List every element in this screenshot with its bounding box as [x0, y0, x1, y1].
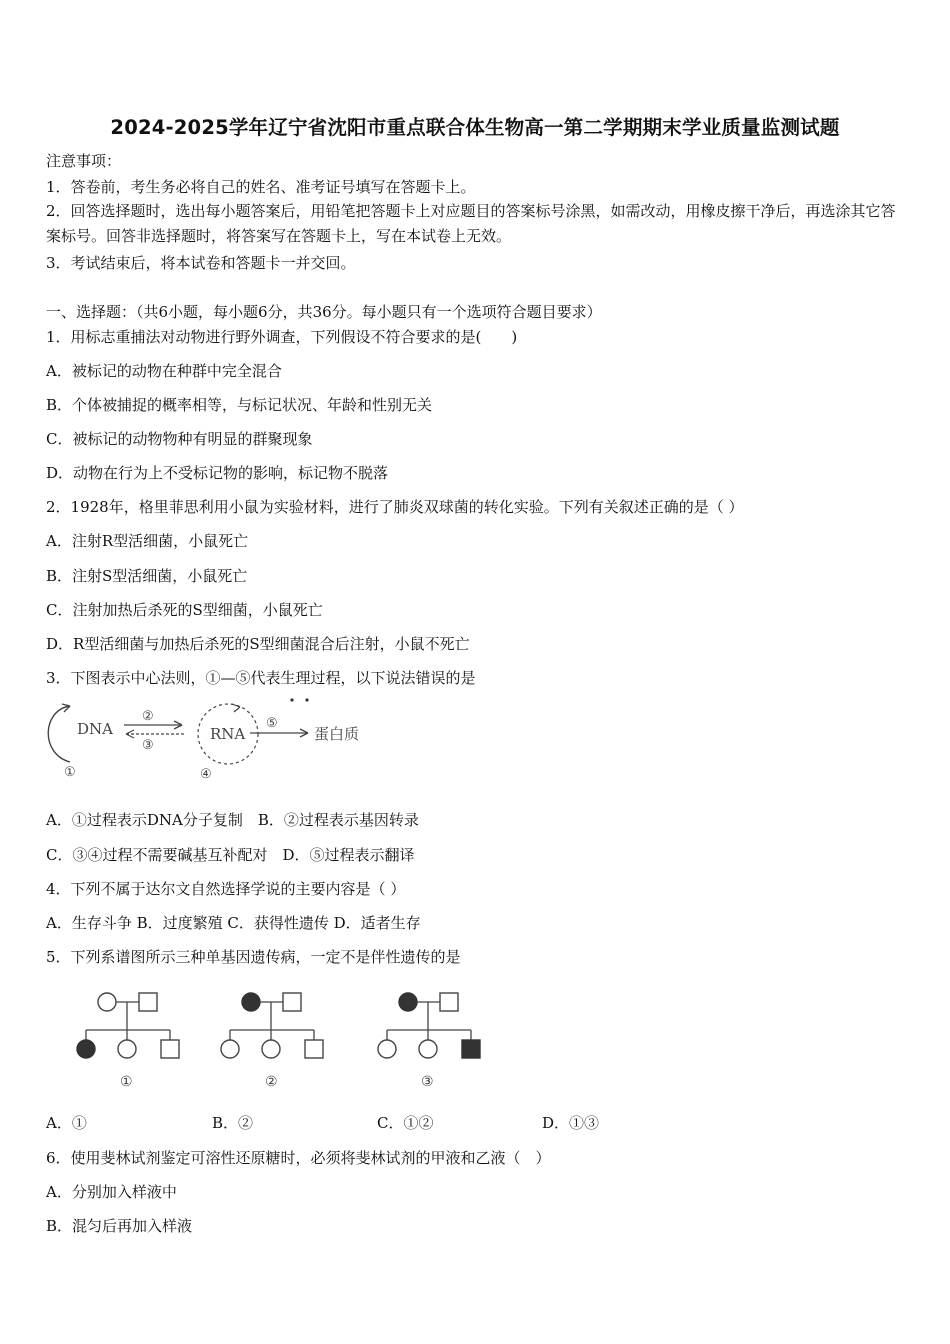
- q1-option-c: C．被标记的动物物种有明显的群聚现象: [46, 430, 313, 448]
- emphasis-dot: [305, 698, 308, 701]
- q2-option-c: C．注射加热后杀死的S型细菌，小鼠死亡: [46, 601, 323, 619]
- emphasis-dot: [290, 698, 293, 701]
- protein-label: 蛋白质: [314, 725, 360, 743]
- process-1-label: ①: [64, 765, 76, 780]
- q3-options-row-1: A．①过程表示DNA分子复制 B．②过程表示基因转录: [46, 811, 419, 829]
- q6-option-a: A．分别加入样液中: [46, 1183, 177, 1201]
- daughter-symbol: [378, 1040, 396, 1058]
- father-symbol: [139, 993, 157, 1011]
- daughter-symbol: [262, 1040, 280, 1058]
- son-symbol: [305, 1040, 323, 1058]
- mother-symbol: [98, 993, 116, 1011]
- page-title: 2024-2025学年辽宁省沈阳市重点联合体生物高一第二学期期末学业质量监测试题: [110, 116, 840, 139]
- dna-label: DNA: [77, 720, 113, 738]
- rna-label: RNA: [210, 725, 246, 743]
- q2-stem: 2．1928年，格里菲思利用小鼠为实验材料，进行了肺炎双球菌的转化实验。下列有关叙述正确的是（ ）: [46, 498, 744, 516]
- q2-option-a: A．注射R型活细菌，小鼠死亡: [46, 532, 249, 550]
- q2-option-d: D．R型活细菌与加热后杀死的S型细菌混合后注射，小鼠不死亡: [46, 635, 470, 653]
- q4-stem: 4．下列不属于达尔文自然选择学说的主要内容是（ ）: [46, 880, 406, 898]
- affected-daughter-symbol: [77, 1040, 95, 1058]
- pedigree-3-label: ③: [421, 1074, 434, 1090]
- arrow-head-icon: [232, 704, 240, 712]
- central-dogma-diagram: [40, 692, 380, 784]
- process-2-label: ②: [142, 709, 154, 724]
- q4-options: A．生存斗争 B．过度繁殖 C．获得性遗传 D．适者生存: [46, 914, 421, 932]
- section-heading: 一、选择题：（共6小题，每小题6分，共36分。每小题只有一个选项符合题目要求）: [46, 303, 602, 321]
- q2-option-b: B．注射S型活细菌，小鼠死亡: [46, 567, 248, 585]
- note-item-3: 3．考试结束后，将本试卷和答题卡一并交回。: [46, 254, 356, 272]
- pedigree-3: [378, 993, 480, 1090]
- daughter-symbol: [221, 1040, 239, 1058]
- notes-heading: 注意事项：: [46, 152, 122, 170]
- q1-stem: 1．用标志重捕法对动物进行野外调查，下列假设不符合要求的是( ): [46, 328, 518, 346]
- q5-option-b: B．②: [212, 1114, 254, 1132]
- note-item-1: 1．答卷前，考生务必将自己的姓名、准考证号填写在答题卡上。: [46, 178, 476, 196]
- daughter-symbol: [118, 1040, 136, 1058]
- q6-stem: 6．使用斐林试剂鉴定可溶性还原糖时，必须将斐林试剂的甲液和乙液（ ）: [46, 1149, 551, 1167]
- q5-option-d: D．①③: [542, 1114, 600, 1132]
- note-item-2: 2．回答选择题时，选出每小题答案后，用铅笔把答题卡上对应题目的答案标号涂黑，如需改动，用橡皮擦干净后，再选涂其它答案标号。回答非选择题时，将答案写在答题卡上，写在本试卷上无效。: [46, 202, 896, 245]
- pedigree-1-label: ①: [120, 1074, 133, 1090]
- q1-option-b: B．个体被捕捉的概率相等，与标记状况、年龄和性别无关: [46, 396, 433, 414]
- q6-option-b: B．混匀后再加入样液: [46, 1217, 193, 1235]
- pedigree-diagrams: [70, 986, 510, 1096]
- pedigree-2-label: ②: [265, 1074, 278, 1090]
- q1-option-a: A．被标记的动物在种群中完全混合: [46, 362, 282, 380]
- process-3-label: ③: [142, 738, 154, 753]
- process-4-label: ④: [200, 767, 212, 782]
- q3-stem: 3．下图表示中心法则，①—⑤代表生理过程，以下说法错误的是: [46, 669, 476, 687]
- affected-mother-symbol: [242, 993, 260, 1011]
- father-symbol: [283, 993, 301, 1011]
- q5-option-c: C．①②: [377, 1114, 434, 1132]
- q5-stem: 5．下列系谱图所示三种单基因遗传病，一定不是伴性遗传的是: [46, 948, 461, 966]
- pedigree-2: [221, 993, 323, 1090]
- q3-options-row-2: C．③④过程不需要碱基互补配对 D．⑤过程表示翻译: [46, 846, 415, 864]
- q5-option-a: A．①: [46, 1114, 87, 1132]
- daughter-symbol: [419, 1040, 437, 1058]
- affected-son-symbol: [462, 1040, 480, 1058]
- father-symbol: [440, 993, 458, 1011]
- replication-loop: [48, 706, 70, 762]
- son-symbol: [161, 1040, 179, 1058]
- affected-mother-symbol: [399, 993, 417, 1011]
- q1-option-d: D．动物在行为上不受标记物的影响，标记物不脱落: [46, 464, 389, 482]
- process-5-label: ⑤: [266, 716, 278, 731]
- pedigree-1: [77, 993, 179, 1090]
